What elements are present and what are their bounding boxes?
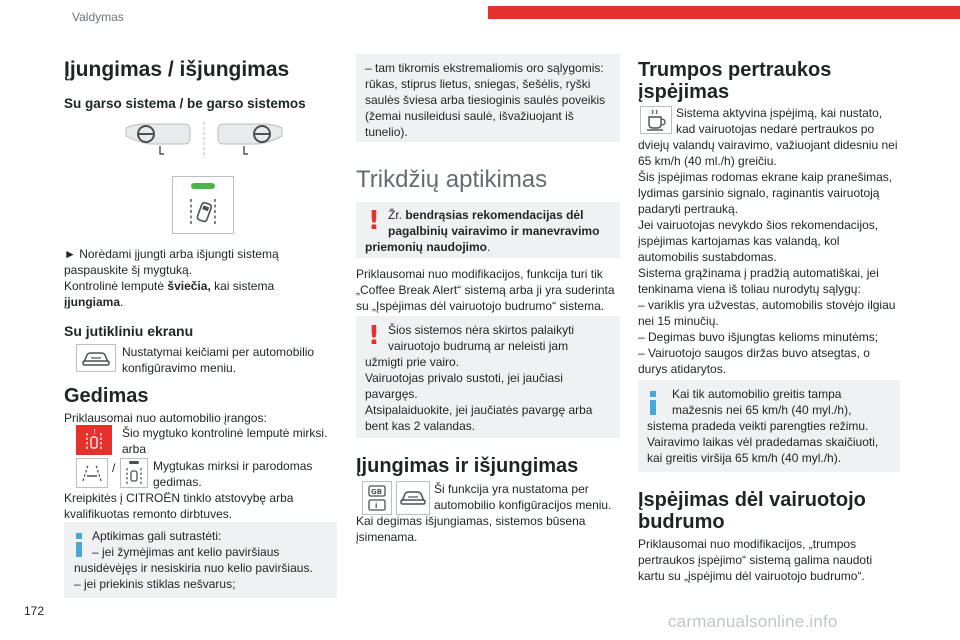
failure-text: Mygtukas mirksi ir parodomas (153, 459, 313, 473)
activation-text: automobilio konfigūracijos meniu. (434, 498, 612, 512)
coffee-text: Sistema grąžinama į pradžią automatiškai, jei (638, 266, 879, 280)
bold-span: įjungiama (64, 295, 121, 309)
text-span: . (487, 240, 491, 254)
coffee-text: įspėjimas kartojamas kas valandą, kol (638, 234, 840, 248)
warning-text: Šios sistemos nėra skirtos palaikyti (388, 323, 575, 337)
car-settings-icon (396, 481, 430, 515)
text-span: Kontrolinė lemputė (64, 279, 168, 293)
info-note-box (64, 522, 337, 598)
attention-text: pertraukos įspėjimo“ sistemą galima naudoti (638, 553, 873, 567)
coffee-text: kad vairuotojas nedarė pertraukos po (676, 122, 875, 136)
attention-text: Priklausomai nuo modifikacijos, „trumpos (638, 537, 857, 551)
text-span: . (120, 295, 124, 309)
failure-text: Šio mygtuko kontrolinė lemputė mirksi. (122, 426, 328, 440)
bold-span: priemonių naudojimo (365, 240, 487, 254)
info-text: Kai tik automobilio greitis tampa (672, 387, 842, 401)
paragraph-text: Priklausomai nuo modifikacijos, funkcija turi tik (356, 267, 603, 281)
failure-text: Kreipkitės į CITROËN tinklo atstovybę arba (64, 491, 294, 505)
activation-text: Kai degimas išjungiamas, sistemos būsena (356, 514, 586, 528)
info-text: – jei priekinis stiklas nešvarus; (74, 577, 236, 591)
failure-intro: Priklausomai nuo automobilio įrangos: (64, 411, 267, 425)
failure-text: arba (122, 442, 147, 456)
section-title-failures: Gedimas (64, 385, 149, 407)
failure-text: kvalifikuotas remonto dirbtuves. (64, 507, 233, 521)
coffee-text: Jei vairuotojas nevykdo šios rekomendacijos, (638, 218, 879, 232)
warning-text: bent kas 2 valandas. (365, 419, 476, 433)
touch-text: Nustatymai keičiami per automobilio (122, 345, 315, 359)
section-title-driver-attention: budrumo (638, 511, 725, 533)
coffee-text: nei 15 minučių. (638, 314, 719, 328)
coffee-text: dviejų valandų vairavimo, važiuojant didesniu nei (638, 138, 898, 152)
instruction-line (64, 278, 274, 295)
coffee-text: 65 km/h (40 ml./h) greičiu. (638, 154, 777, 168)
info-text: Vairavimo laikas vėl pradedamas skaičiuoti, (647, 435, 879, 449)
running-header: Valdymas (72, 10, 124, 24)
svg-text:i: i (375, 502, 378, 510)
warning-text: Vairuotojas privalo sustoti, jei jaučiasi (365, 371, 563, 385)
lane-fault-icon (76, 458, 108, 488)
warning-note-box (356, 316, 620, 438)
activation-text: Ši funkcija yra nustatoma per (434, 482, 589, 496)
bold-span: pagalbinių vairavimo ir manevravimo (388, 224, 600, 238)
fault-warning-icon (76, 425, 112, 455)
info-text: kai greitis viršija 65 km/h (40 myl./h). (647, 451, 842, 465)
continued-note-box (356, 54, 620, 142)
coffee-text: lydimas garsinio signalo, raginantis vairuotoją (638, 186, 880, 200)
warning-text (388, 223, 599, 240)
warning-text (365, 239, 490, 256)
info-text: Aptikimas gali sutrastėti: (92, 529, 222, 543)
warning-text: užmigti prie vairo. (365, 355, 460, 369)
instruction-line: paspauskite šį mygtuką. (64, 263, 193, 277)
section-title-on-off: Įjungimas / išjungimas (64, 58, 290, 81)
coffee-text: Sistema aktyvina įspėjimą, kai nustato, (676, 106, 883, 120)
info-text: – jei žymėjimas ant kelio paviršiaus (92, 545, 280, 559)
note-text: rūkas, stiprus lietus, sniegas, šešėlis, ryški (365, 77, 591, 91)
note-text: (žemai nusileidusi saulė, išvažiuojant iš (365, 109, 574, 123)
section-title-driver-attention: Įspėjimas dėl vairuotojo (638, 489, 866, 511)
warning-text: vairuotojo budrumą ar neleisti jam (388, 339, 569, 353)
warning-text (388, 207, 583, 224)
bold-span: šviečia, (167, 279, 211, 293)
section-title-coffee-break: įspėjimas (638, 81, 730, 103)
attention-text: kartu su „įspėjimu dėl vairuotojo budrumo“. (638, 569, 865, 583)
section-title-coffee-break: Trumpos pertraukos (638, 59, 832, 81)
subtitle-audio: Su garso sistema / be garso sistemos (64, 96, 306, 111)
warning-icon: ! (368, 206, 380, 236)
failure-text: gedimas. (153, 475, 202, 489)
coffee-text: – Degimas buvo išjungtas kelioms minutėms; (638, 330, 879, 344)
warning-note-box (356, 202, 620, 258)
coffee-text: durys atidarytos. (638, 362, 727, 376)
coffee-cup-icon (640, 106, 672, 134)
coffee-text: padaryti pertrauką. (638, 202, 739, 216)
bold-span: bendrąsias rekomendacijas dėl (405, 208, 584, 222)
header-accent-bar (488, 6, 960, 19)
activation-text: įsimenama. (356, 530, 418, 544)
coffee-text: – Vairuotojo saugos diržas buvo atsegtas, o (638, 346, 870, 360)
paragraph-text: „Coffee Break Alert“ sistemą arba ji yra suderinta (356, 283, 615, 297)
coffee-text: tenkinama viena iš toliau nurodytų sąlygų: (638, 282, 861, 296)
coffee-text: automobilis sustabdomas. (638, 250, 777, 264)
instruction-line: ► Norėdami įjungti arba išjungti sistemą (64, 247, 279, 261)
lane-button-fault-icon (120, 458, 148, 488)
subtitle-touchscreen: Su jutikliniu ekranu (64, 323, 194, 339)
touch-text: konfigūravimo meniu. (122, 361, 237, 375)
info-note-box (638, 380, 900, 472)
info-text: nusidėvėjęs ir nesiskiria nuo kelio paviršiaus. (74, 561, 313, 575)
text-span: kai sistema (210, 279, 275, 293)
coffee-text: Šis įspėjimas rodomas ekrane kaip pranešimas, (638, 170, 893, 184)
info-text: sistema pradeda veikti parengties režimu. (647, 419, 869, 433)
info-text: mažesnis nei 65 km/h (40 myl./h), (672, 403, 852, 417)
warning-text: Atsipalaiduokite, jei jaučiatės pavargę arba (365, 403, 593, 417)
section-title-interference: Trikdžių aptikimas (356, 166, 548, 193)
note-text: tunelio). (365, 125, 408, 139)
warning-text: pavargęs. (365, 387, 418, 401)
coffee-text: – variklis yra užvestas, automobilis stovėjo ilgiau (638, 298, 896, 312)
page-number: 172 (24, 604, 45, 618)
info-icon (76, 533, 82, 557)
instruction-line (64, 294, 123, 311)
svg-text:GB: GB (371, 488, 383, 496)
paragraph-text: su „Įspėjimas dėl vairuotojo budrumo“ sistema. (356, 299, 605, 313)
svg-text:!: ! (93, 428, 96, 436)
lane-detection-button-icon (172, 176, 234, 234)
watermark: carmanualsonline.info (668, 612, 838, 631)
configuration-menu-icon (362, 481, 392, 515)
warning-icon: ! (368, 321, 380, 351)
dashboard-illustration (124, 120, 284, 160)
text-span: Žr. (388, 208, 406, 222)
icon-separator: / (112, 461, 116, 475)
info-icon (650, 391, 656, 415)
car-settings-icon (76, 344, 116, 372)
section-title-activation: Įjungimas ir išjungimas (356, 455, 579, 477)
note-text: – tam tikromis ekstremaliomis oro sąlygomis: (365, 61, 604, 75)
note-text: saulės šviesa arba tiesioginis saulės poveikis (365, 93, 606, 107)
